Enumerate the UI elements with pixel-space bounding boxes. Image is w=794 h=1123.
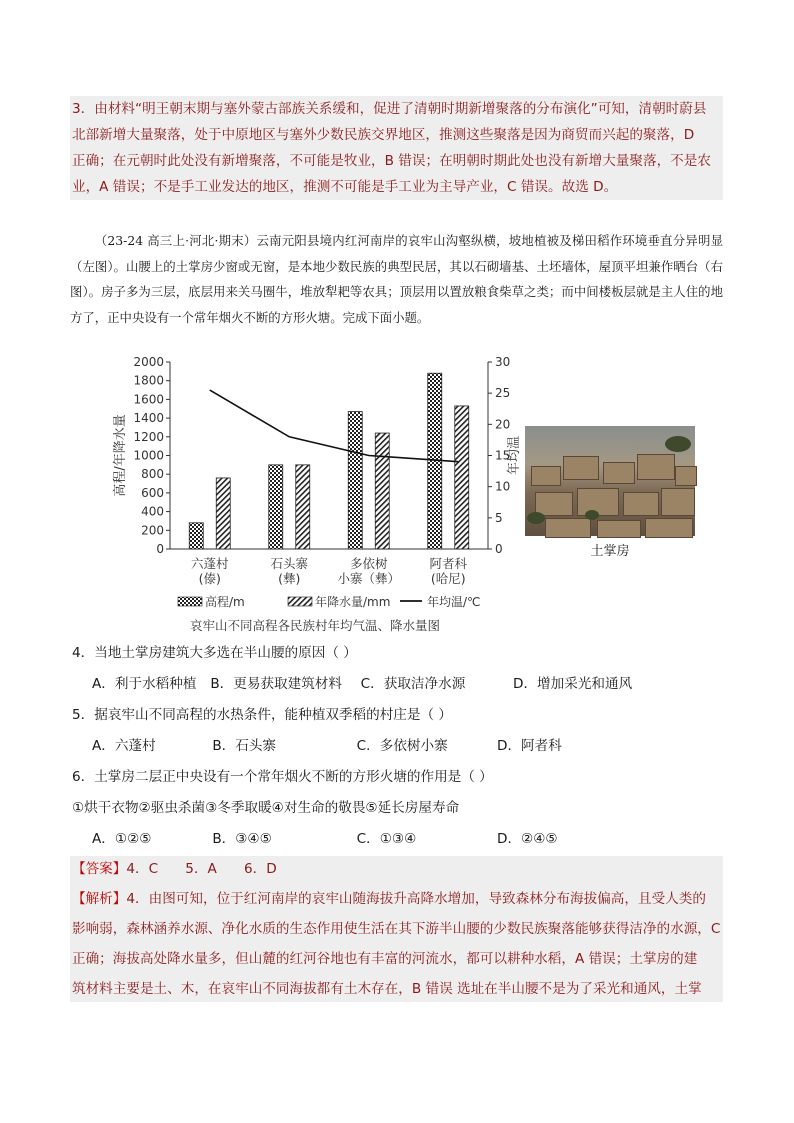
option-d[interactable]: D．②④⑤ [496, 831, 558, 847]
y-tick-label-left: 600 [141, 485, 164, 500]
question-6-statements: ①烘干衣物②驱虫杀菌③冬季取暖④对生命的敬畏⑤延长房屋寿命 [72, 800, 460, 816]
bar-precipitation [296, 465, 310, 549]
y-tick-label-left: 400 [141, 504, 164, 519]
x-tick-label: 多依树 [349, 556, 388, 571]
bar-elevation [269, 465, 283, 549]
answer-block-previous [70, 96, 723, 200]
y-tick-label-left: 1000 [133, 448, 164, 463]
legend-label: 年降水量/mm [315, 595, 391, 609]
answer-line: 业，A 错误；不是手工业发达的地区，推测不可能是手工业为主导产业，C 错误。故选 D。 [72, 179, 618, 195]
x-tick-label: 石头寨 [270, 556, 309, 571]
option-c[interactable]: C．①③④ [356, 831, 417, 847]
y-tick-label-left: 1200 [133, 429, 164, 444]
x-tick-label-sub: (彝) [278, 571, 301, 586]
answer-keys: 4．C 5．A 6．D [126, 861, 277, 877]
answer-block-current [70, 856, 723, 1002]
y-axis-title-right: 年均温 [507, 435, 522, 476]
option-d[interactable]: D．增加采光和通风 [512, 676, 633, 692]
analysis-label: 【解析】 [72, 891, 127, 907]
option-c[interactable]: C．多依树小寨 [356, 738, 448, 754]
legend-label: 年均温/℃ [427, 595, 481, 609]
question-6-options [92, 829, 558, 849]
y-axis-title-left: 高程/年降水量 [113, 414, 128, 497]
bar-precipitation [216, 478, 230, 549]
climate-chart [100, 350, 520, 640]
y-tick-label-right: 0 [495, 542, 503, 556]
y-tick-label-left: 0 [156, 542, 164, 556]
y-tick-label-left: 2000 [133, 355, 164, 369]
y-tick-label-right: 25 [495, 386, 511, 401]
y-tick-label-right: 15 [495, 448, 511, 463]
material-paragraph [70, 228, 723, 330]
bar-precipitation [375, 433, 389, 549]
analysis-line: 筑材料主要是土、木，在哀牢山不同海拔都有土木存在，B 错误 选址在半山腰不是为了采光和通风，土掌 [72, 981, 702, 997]
legend-label: 高程/m [205, 595, 245, 609]
question-4-options [92, 674, 632, 694]
analysis-line: 影响弱，森林涵养水源、净化水质的生态作用使生活在其下游半山腰的少数民族聚落能够获得洁净的水源，C [72, 921, 721, 937]
option-c[interactable]: C．获取洁净水源 [360, 676, 466, 692]
answer-line: 3．由材料“明王朝末期与塞外蒙古部族关系缓和，促进了清朝时期新增聚落的分布演化”可知，清朝时蔚县 [72, 101, 707, 117]
x-tick-label-sub: (傣) [198, 571, 221, 586]
x-tick-label-sub: (哈尼) [430, 571, 466, 586]
photo-caption: 土掌房 [590, 544, 630, 559]
answer-label: 【答案】 [72, 861, 127, 877]
y-tick-label-left: 1600 [133, 392, 164, 407]
bar-precipitation [455, 406, 469, 549]
question-4-stem: 4．当地土掌房建筑大多选在半山腰的原因（ ） [72, 645, 357, 661]
option-b[interactable]: B．更易获取建筑材料 [210, 676, 342, 692]
bar-elevation [189, 523, 203, 549]
answer-line: 北部新增大量聚落，处于中原地区与塞外少数民族交界地区，推测这些聚落是因为商贸而兴起的聚落，D [72, 127, 695, 143]
option-a[interactable]: A．六蓬村 [92, 738, 156, 754]
y-tick-label-right: 30 [495, 355, 511, 369]
chart-title: 哀牢山不同高程各民族村年均气温、降水量图 [189, 618, 441, 633]
y-tick-label-left: 1800 [133, 373, 164, 388]
y-tick-label-right: 5 [495, 510, 503, 525]
option-d[interactable]: D．阿者科 [496, 738, 562, 754]
analysis-line: 正确；海拔高处降水量多，但山麓的红河谷地也有丰富的河流水，都可以耕种水稻，A 错误；土掌房的建 [72, 951, 698, 967]
legend-swatch [178, 597, 202, 606]
option-b[interactable]: B．③④⑤ [212, 831, 272, 847]
bar-elevation [348, 412, 362, 549]
question-5-stem: 5．据哀牢山不同高程的水热条件，能种植双季稻的村庄是（ ） [72, 707, 452, 723]
question-6-stem: 6．土掌房二层正中央设有一个常年烟火不断的方形火塘的作用是（ ） [72, 769, 493, 785]
temperature-line [210, 390, 459, 462]
analysis-text: 4．由图可知，位于红河南岸的哀牢山随海拔升高降水增加，导致森林分布海拔偏高，且受人类的 [126, 891, 706, 907]
answer-line [70, 856, 723, 882]
legend-swatch [288, 597, 312, 606]
y-tick-label-left: 800 [141, 467, 164, 482]
analysis-line [70, 886, 723, 912]
y-tick-label-right: 10 [495, 479, 511, 494]
y-tick-label-left: 1400 [133, 411, 164, 426]
option-a[interactable]: A．①②⑤ [92, 831, 152, 847]
x-tick-label-sub: 小寨（彝） [337, 571, 401, 586]
x-tick-label: 阿者科 [429, 556, 468, 571]
earthen-house-photo [525, 426, 695, 536]
y-tick-label-right: 20 [495, 417, 511, 432]
x-tick-label: 六蓬村 [190, 556, 229, 571]
option-a[interactable]: A．利于水稻种植 [92, 676, 197, 692]
y-tick-label-left: 200 [141, 523, 164, 538]
material-text: （23-24 高三上·河北·期末）云南元阳县境内红河南岸的哀牢山沟壑纵横，坡地植被及梯田稻作环境垂直分异明显（左图）。山腰上的土掌房少窗或无窗，是本地少数民族的典型民居，其以石砌墙基、土坯墙体，屋顶平坦兼作晒台（右图）。房子多为三层，底层用来关马圈牛，堆放犁耙等农具；顶层用以置放粮食柴草之类；而中间楼板层就是主人住的地方了，正中央设有一个常年烟火不断的方形火塘。完成下面小题。 [70, 233, 723, 325]
question-5-options [92, 736, 562, 756]
answer-line: 正确；在元朝时此处没有新增聚落，不可能是牧业，B 错误；在明朝时期此处也没有新增大量聚落，不是农 [72, 153, 711, 169]
option-b[interactable]: B．石头寨 [212, 738, 277, 754]
